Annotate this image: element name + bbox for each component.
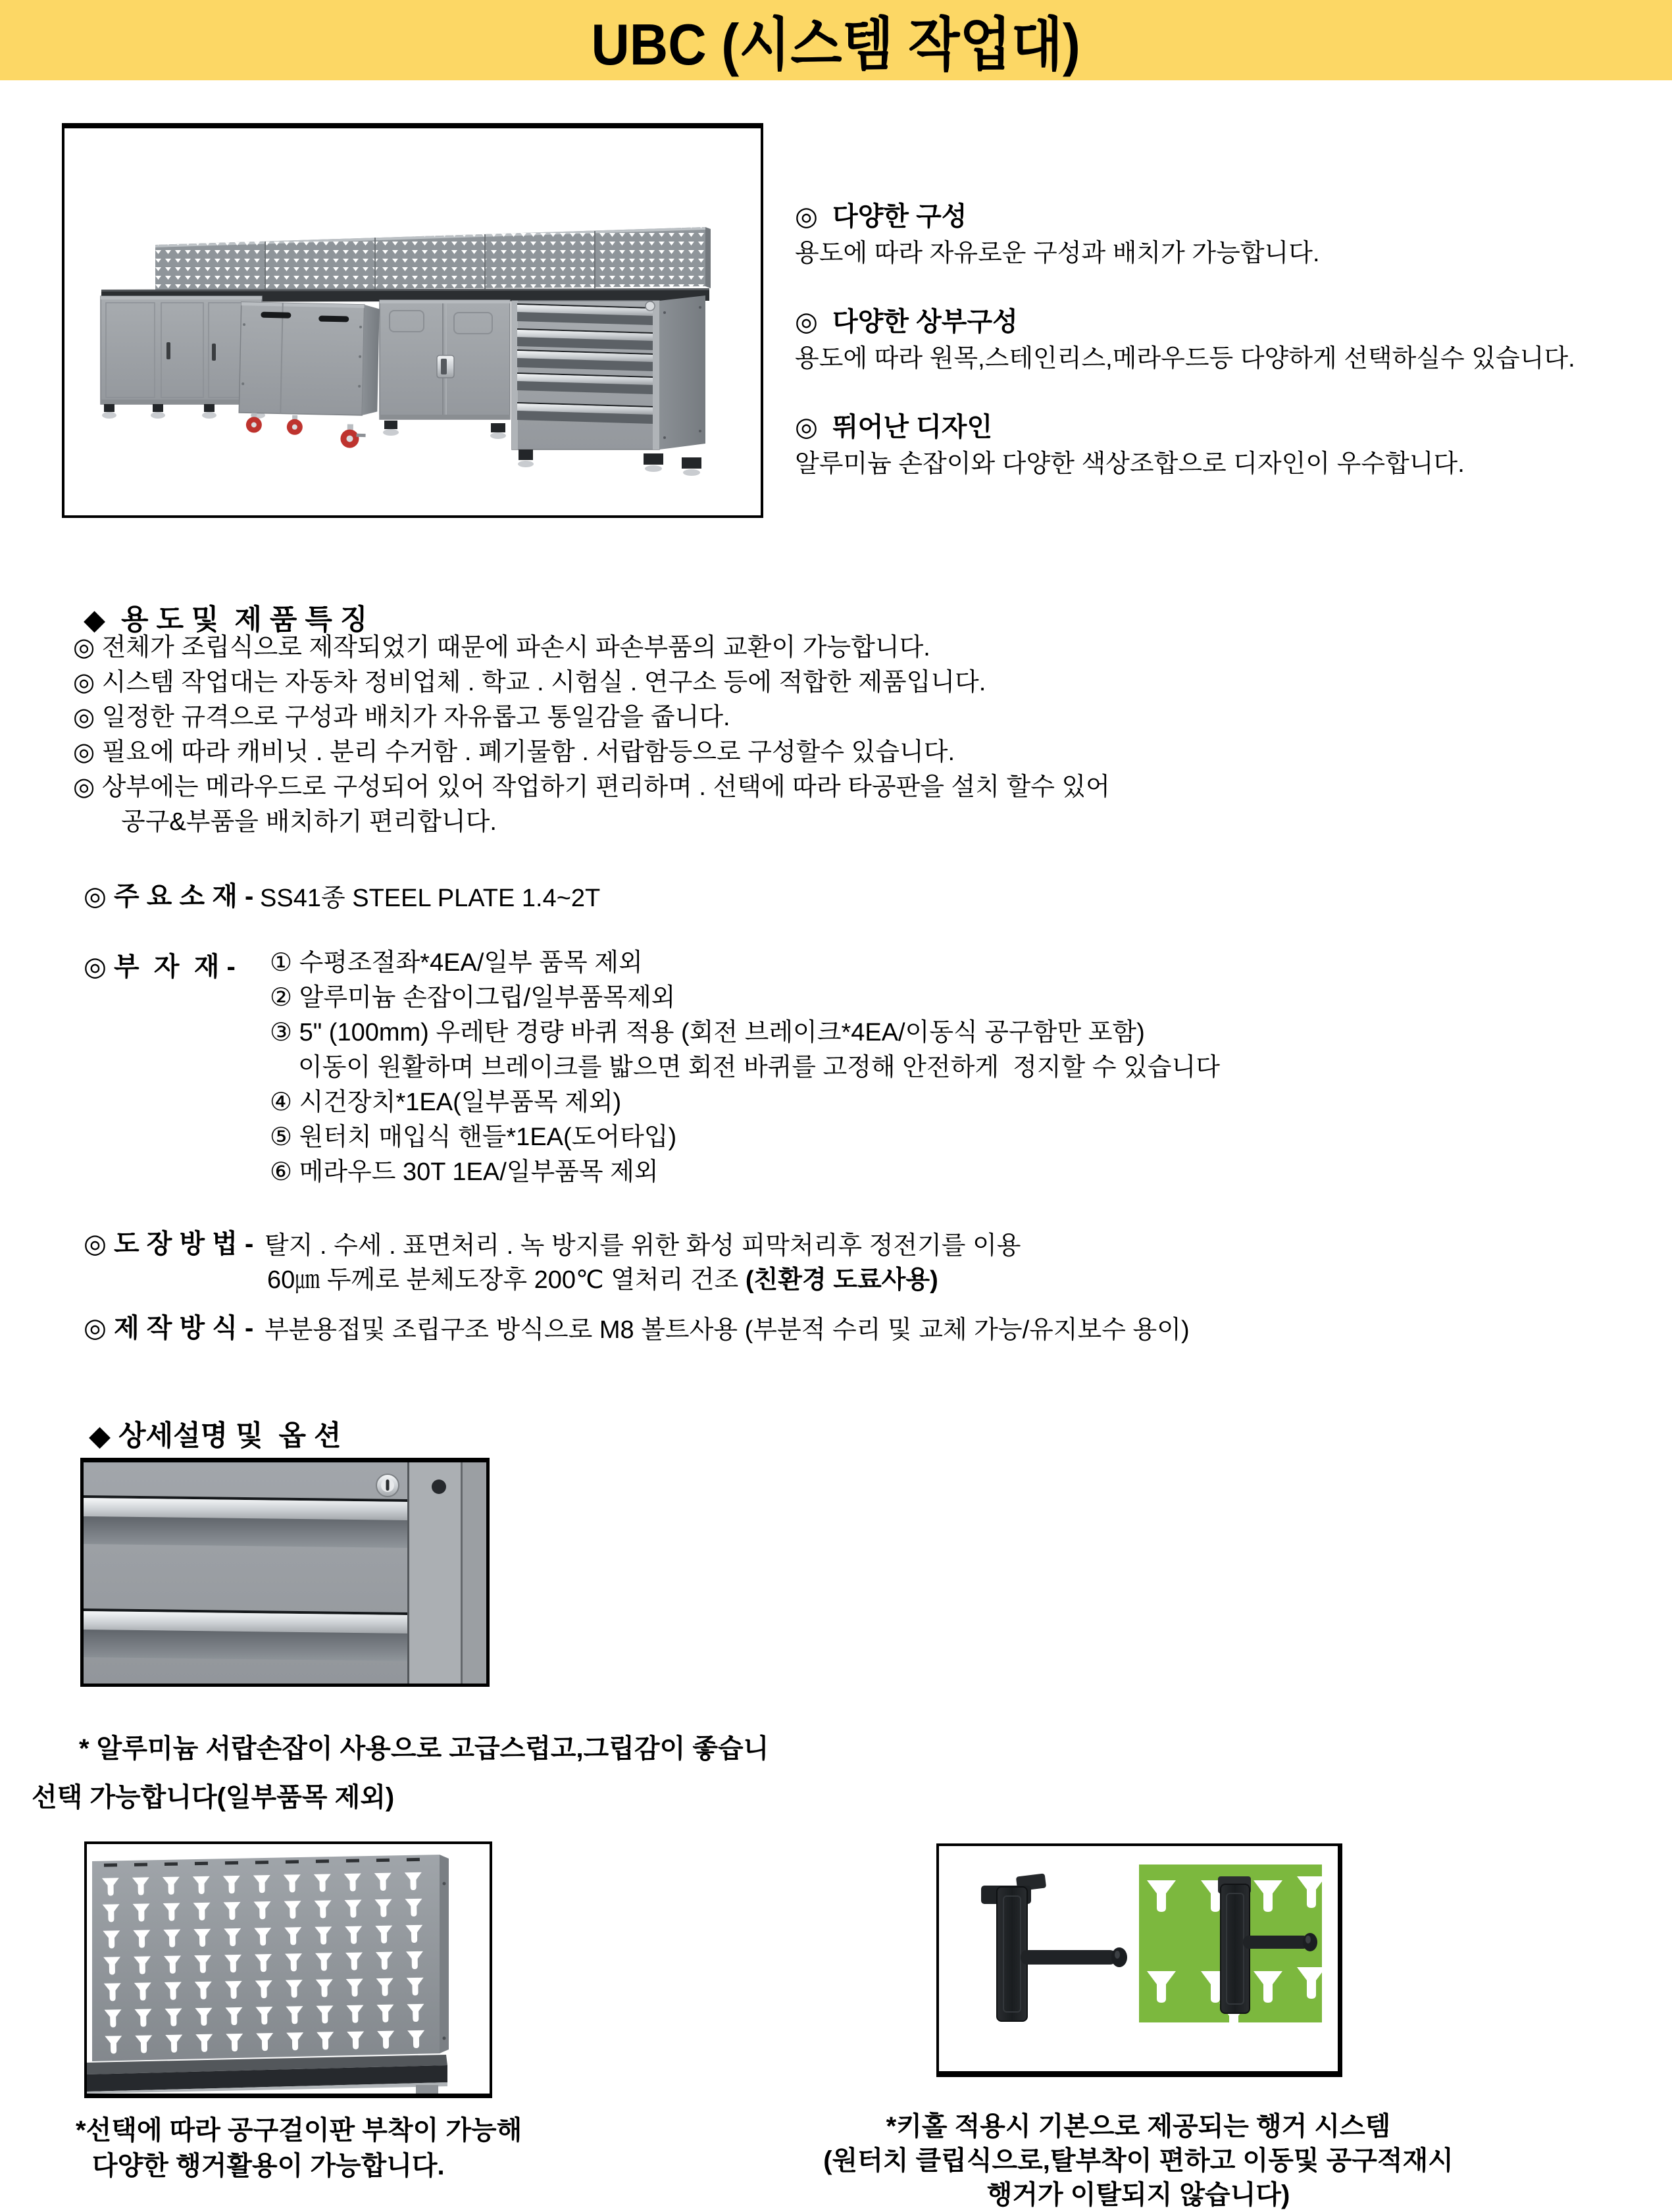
mobile-tool-cart	[238, 302, 380, 448]
feature-top-options	[795, 306, 1650, 374]
feature-body: 용도에 따라 자유로운 구성과 배치가 가능합니다.	[795, 240, 1320, 267]
parts-item: ① 수평조절좌*4EA/일부 품목 제외	[270, 949, 643, 977]
door-handle	[437, 355, 454, 378]
parts-item: ④ 시건장치*1EA(일부품목 제외)	[270, 1089, 622, 1116]
drawer-lock	[646, 301, 655, 311]
feature-heading: ◎ 다양한 구성	[795, 202, 967, 231]
feature-heading: ◎ 다양한 상부구성	[795, 307, 1018, 336]
feature-heading: ◎ 뛰어난 디자인	[795, 413, 993, 442]
usage-item: ◎ 상부에는 메라우드로 구성되어 있어 작업하기 편리하며 . 선택에 따라 타공판을 설치 할수 있어	[73, 773, 1110, 801]
painting-line1: 탈지 . 수세 . 표면처리 . 녹 방지를 위한 화성 피막처리후 정전기를 이용	[265, 1232, 1021, 1260]
feature-design	[795, 411, 1650, 480]
green-pegboard	[1139, 1865, 1326, 2034]
pegboard-caption-line2: 다양한 행거활용이 가능합니다.	[92, 2151, 445, 2180]
parts-item: ③ 5" (100mm) 우레탄 경량 바퀴 적용 (회전 브레이크*4EA/이동식 공구함만 포함)	[270, 1019, 1145, 1046]
parts-item: ⑤ 원터치 매입식 핸들*1EA(도어타입)	[270, 1123, 677, 1151]
lock-cylinder	[376, 1474, 399, 1497]
hanger-detail-image	[939, 1846, 1338, 2071]
cart-handle	[261, 312, 291, 319]
painting-line2	[267, 1259, 938, 1295]
parts-item-wrap: 이동이 원활하며 브레이크를 밟으면 회전 바퀴를 고정해 안전하게 정지할 수 있습니다	[298, 1054, 1220, 1081]
usage-item: ◎ 시스템 작업대는 자동차 정비업체 . 학교 . 시험실 . 연구소 등에 적합한 제품입니다.	[73, 669, 986, 696]
material-value: SS41종 STEEL PLATE 1.4~2T	[260, 885, 601, 912]
usage-item-wrap: 공구&부품을 배치하기 편리합니다.	[121, 808, 497, 836]
painting-label: ◎ 도 장 방 법 -	[84, 1229, 254, 1258]
usage-section-heading: ◆ 용 도 및 제 품 특 징	[84, 604, 368, 636]
drawer-unit-side	[659, 296, 705, 450]
method-label: ◎ 제 작 방 식 -	[84, 1314, 254, 1343]
cart-handle	[318, 316, 349, 322]
red-casters	[245, 413, 366, 448]
parts-item: ⑥ 메라우드 30T 1EA/일부품목 제외	[270, 1158, 659, 1186]
drawer-detail-frame	[80, 1458, 490, 1687]
hanger-caption-line3: 행거가 이탈되지 않습니다)	[986, 2180, 1290, 2209]
usage-item: ◎ 필요에 따라 캐비닛 . 분리 수거함 . 폐기물함 . 서랍함등으로 구성할수 있습니다.	[73, 738, 955, 766]
hanger-detail-frame	[936, 1843, 1342, 2077]
pegboard-back-panel	[155, 227, 711, 291]
usage-item-list	[73, 630, 1619, 840]
right-door-cabinet	[380, 300, 510, 439]
drawer-handles	[517, 303, 653, 424]
usage-item: ◎ 일정한 규격으로 구성과 배치가 자유롭고 통일감을 줍니다.	[73, 704, 730, 731]
feature-variety	[795, 201, 1650, 269]
material-label: ◎ 주 요 소 재 -	[84, 882, 254, 911]
hanger-caption-line1: *키홀 적용시 기본으로 제공되는 행거 시스템	[886, 2112, 1391, 2141]
drawer-detail-image	[84, 1462, 486, 1684]
bolt-hole	[432, 1479, 446, 1494]
painting-line2-bold: (친환경 도료사용)	[745, 1266, 938, 1294]
hanger-caption	[816, 2109, 1461, 2212]
page-title: UBC (시스템 작업대)	[591, 12, 1081, 77]
pegboard-detail-frame	[84, 1841, 492, 2098]
drawer-unit	[512, 296, 705, 476]
method-value: 부분용접및 조립구조 방식으로 M8 볼트사용 (부분적 수리 및 교체 가능/유지보수 용이)	[265, 1316, 1190, 1344]
feature-body: 용도에 따라 원목,스테인리스,메라우드등 다양하게 선택하실수 있습니다.	[795, 345, 1575, 373]
parts-item-list	[270, 946, 1619, 1190]
drawer-caption-line1: * 알루미늄 서랍손잡이 사용으로 고급스럽고,그립감이 좋습니	[79, 1734, 769, 1763]
details-section-heading: ◆ 상세설명 및 옵 션	[89, 1420, 342, 1452]
usage-item: ◎ 전체가 조립식으로 제작되었기 때문에 파손시 파손부품의 교환이 가능합니다.	[73, 634, 930, 661]
pegboard-detail-image	[87, 1844, 490, 2094]
parts-item: ② 알루미늄 손잡이그립/일부품목제외	[270, 984, 676, 1012]
drawer-caption-line2: 선택 가능합니다(일부품목 제외)	[32, 1783, 395, 1812]
pegboard-caption-line1: *선택에 따라 공구걸이판 부착이 가능해	[76, 2116, 522, 2145]
product-image-frame	[62, 123, 763, 518]
parts-label: ◎ 부 자 재 -	[84, 952, 236, 981]
hanger-caption-line2: (원터치 클립식으로,탈부착이 편하고 이동및 공구적재시	[823, 2146, 1454, 2175]
painting-line2-normal: 60㎛ 두께로 분체도장후 200℃ 열처리 건조	[267, 1266, 746, 1294]
feature-body: 알루미늄 손잡이와 다양한 색상조합으로 디자인이 우수합니다.	[795, 450, 1465, 478]
cabinet-corner-post	[407, 1462, 463, 1684]
workbench-render	[64, 128, 761, 515]
banner	[0, 0, 1672, 80]
